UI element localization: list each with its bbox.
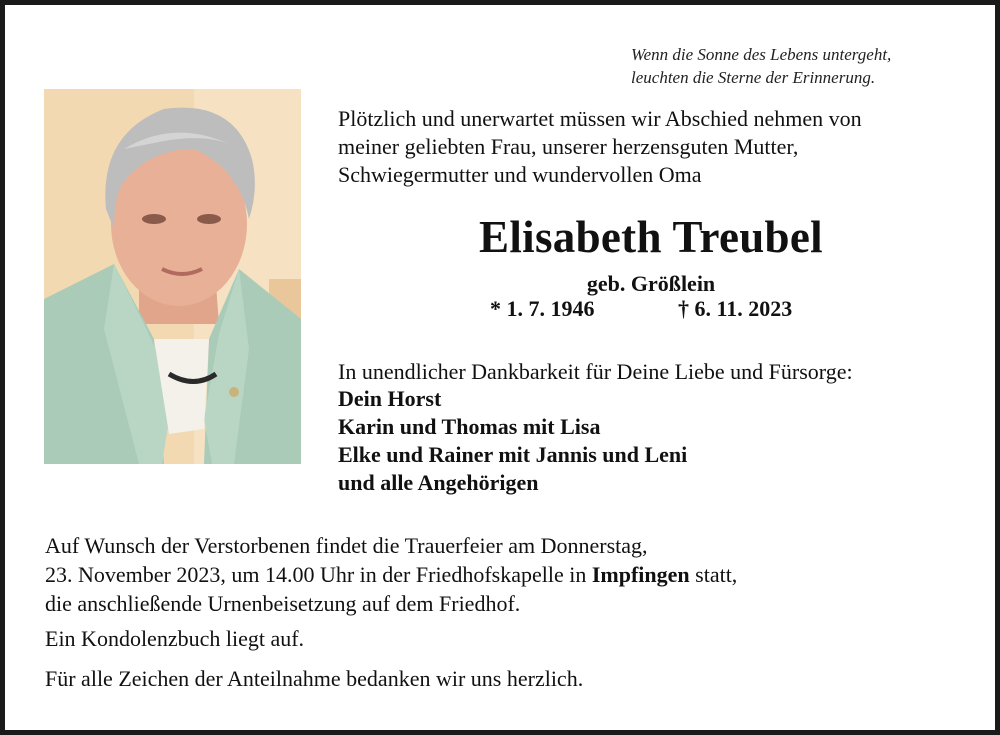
mourner-entry: Karin und Thomas mit Lisa xyxy=(338,414,601,439)
portrait-illustration xyxy=(44,89,301,464)
service-line xyxy=(45,560,975,589)
motto-quote xyxy=(631,43,971,89)
mourner-entry: Elke und Rainer mit Jannis und Leni xyxy=(338,442,688,467)
mourner-entry: Dein Horst xyxy=(338,386,442,411)
mourner-entry: und alle Angehörigen xyxy=(338,470,539,495)
service-place: Impfingen xyxy=(591,562,690,587)
motto-line: Wenn die Sonne des Lebens untergeht, xyxy=(631,45,892,64)
intro-line: Schwiegermutter und wundervollen Oma xyxy=(338,162,702,187)
funeral-service-info xyxy=(45,531,975,618)
intro-text xyxy=(338,105,978,189)
service-text: 23. November 2023, um 14.00 Uhr in der Friedhofskapelle in xyxy=(45,562,592,587)
mourners-list xyxy=(338,385,978,497)
closing-note: Für alle Zeichen der Anteilnahme bedanken wir uns herzlich. xyxy=(45,666,584,691)
deceased-name: Elisabeth Treubel xyxy=(479,212,823,262)
condolence-note: Ein Kondolenzbuch liegt auf. xyxy=(45,626,305,651)
motto-line: leuchten die Sterne der Erinnerung. xyxy=(631,68,876,87)
portrait-photo xyxy=(44,89,301,464)
intro-line: meiner geliebten Frau, unserer herzensguten Mutter, xyxy=(338,134,799,159)
service-line: Auf Wunsch der Verstorbenen findet die Trauerfeier am Donnerstag, xyxy=(45,533,648,558)
birth-name: geb. Größlein xyxy=(586,271,716,296)
birth-date: * 1. 7. 1946 xyxy=(490,296,595,321)
service-line: die anschließende Urnenbeisetzung auf dem Friedhof. xyxy=(45,591,521,616)
service-text: statt, xyxy=(689,562,738,587)
intro-line: Plötzlich und unerwartet müssen wir Abschied nehmen von xyxy=(338,106,862,131)
death-date: † 6. 11. 2023 xyxy=(678,296,793,321)
thanks-line: In unendlicher Dankbarkeit für Deine Liebe und Fürsorge: xyxy=(338,359,853,384)
